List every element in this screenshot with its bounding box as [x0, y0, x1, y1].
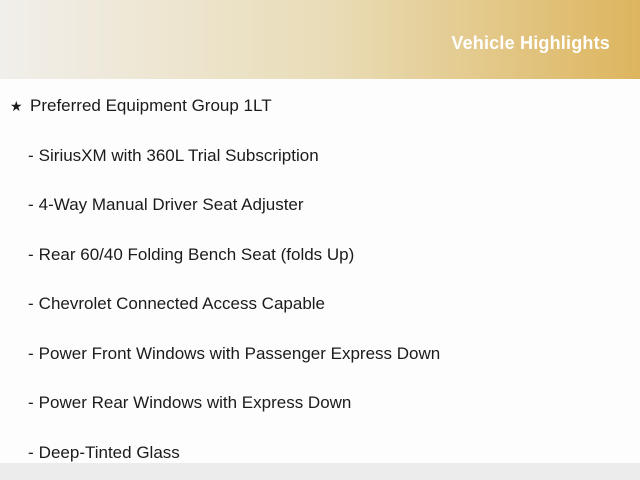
list-item-text: 4-Way Manual Driver Seat Adjuster — [38, 195, 304, 214]
list-item — [0, 195, 640, 215]
highlights-list — [0, 79, 640, 463]
list-item-text: SiriusXM with 360L Trial Subscription — [38, 145, 319, 165]
dash-bullet: - — [28, 442, 34, 462]
dash-bullet: - — [28, 294, 34, 313]
list-item — [0, 443, 640, 463]
list-item-text: Chevrolet Connected Access Capable — [38, 294, 326, 313]
dash-bullet: - — [28, 244, 34, 264]
list-item — [0, 393, 640, 413]
list-item-text: Power Front Windows with Passenger Express Down — [38, 343, 441, 363]
equipment-group-label: Preferred Equipment Group 1LT — [30, 96, 272, 115]
star-icon: ★ — [10, 98, 23, 114]
list-item-text: Deep-Tinted Glass — [38, 442, 180, 462]
list-item — [0, 344, 640, 364]
list-item — [0, 146, 640, 166]
list-item-text: Power Rear Windows with Express Down — [38, 393, 352, 412]
dash-bullet: - — [28, 393, 34, 412]
header-banner — [0, 0, 640, 79]
dash-bullet: - — [28, 343, 34, 363]
page-title: Vehicle Highlights — [451, 33, 610, 53]
list-item — [0, 245, 640, 265]
equipment-group-heading — [0, 96, 640, 116]
dash-bullet: - — [28, 195, 34, 214]
list-item — [0, 294, 640, 314]
dash-bullet: - — [28, 145, 34, 165]
list-item-text: Rear 60/40 Folding Bench Seat (folds Up) — [38, 244, 355, 264]
